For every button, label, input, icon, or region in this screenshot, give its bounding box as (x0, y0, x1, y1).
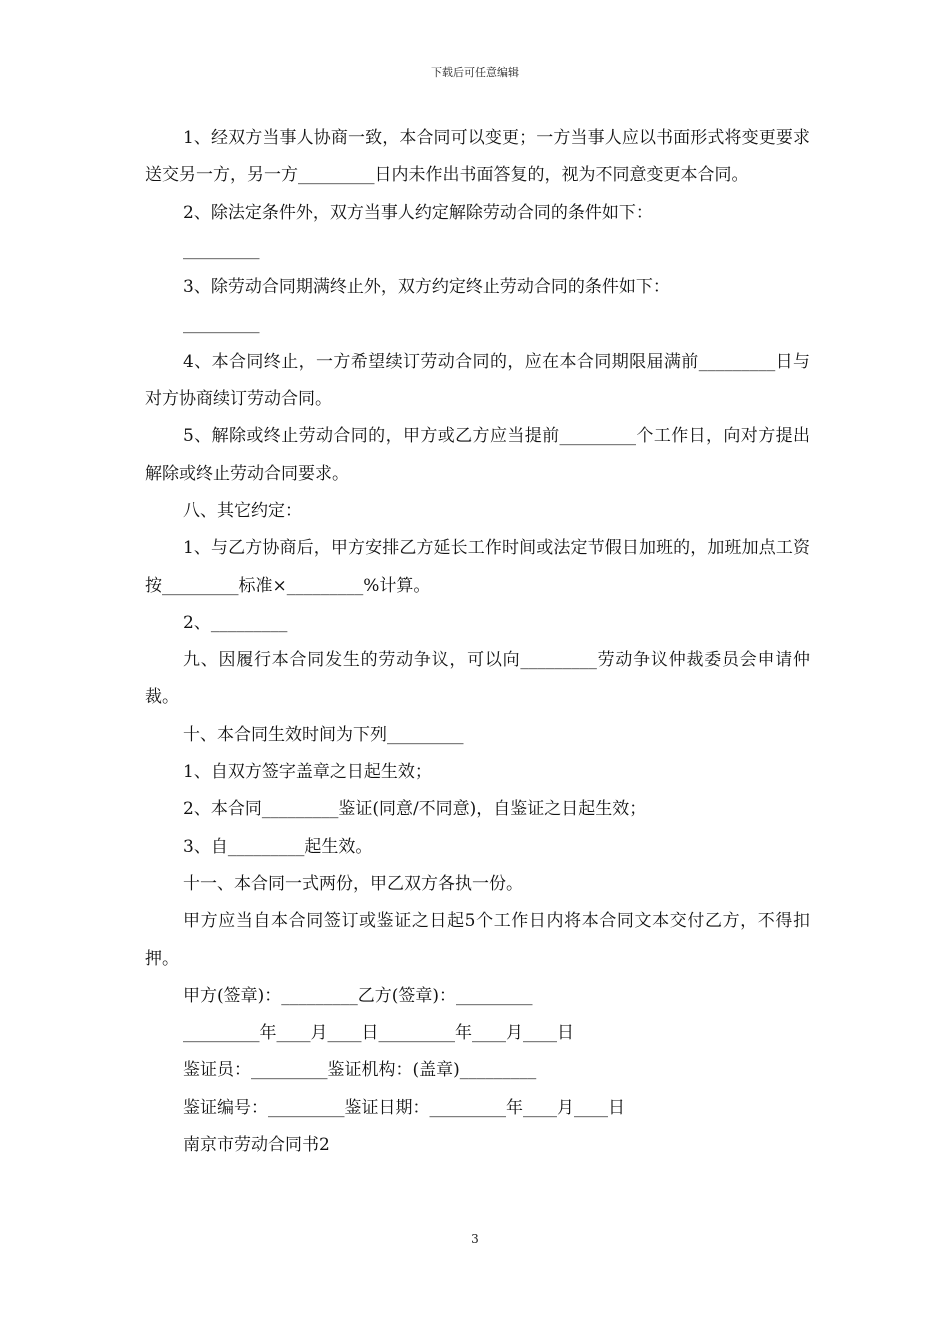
paragraph: 5、解除或终止劳动合同的，甲方或乙方应当提前_________个工作日，向对方提出解除或终止劳动合同要求。 (145, 426, 810, 484)
paragraph: 1、与乙方协商后，甲方安排乙方延长工作时间或法定节假日加班的，加班加点工资按_________标准×_________%计算。 (145, 538, 810, 596)
paragraph: 甲方应当自本合同签订或鉴证之日起5个工作日内将本合同文本交付乙方，不得扣押。 (145, 911, 810, 969)
paragraph: 十、本合同生效时间为下列_________ (183, 724, 464, 745)
paragraph: 1、经双方当事人协商一致，本合同可以变更；一方当事人应以书面形式将变更要求送交另一方，另一方_________日内未作出书面答复的，视为不同意变更本合同。 (145, 128, 810, 186)
paragraph: _________ (183, 239, 260, 260)
page-number: 3 (471, 1232, 479, 1246)
paragraph: 3、除劳动合同期满终止外，双方约定终止劳动合同的条件如下： (183, 277, 670, 298)
date-line: _________年____月____日_________年____月____日 (183, 1023, 574, 1044)
document-title: 南京市劳动合同书2 (183, 1135, 330, 1156)
section-heading: 八、其它约定： (183, 500, 302, 521)
signature-line: 甲方(签章)：_________乙方(签章)：_________ (183, 985, 533, 1006)
paragraph: 4、本合同终止，一方希望续订劳动合同的，应在本合同期限届满前_________日与对方协商续订劳动合同。 (145, 351, 810, 410)
paragraph: 1、自双方签字盖章之日起生效； (183, 762, 432, 783)
date-line: 鉴证编号：_________鉴证日期：_________年____月____日 (183, 1097, 625, 1118)
paragraph: 九、因履行本合同发生的劳动争议，可以向_________劳动争议仲裁委员会申请仲裁。 (145, 650, 810, 708)
signature-line: 鉴证员：_________鉴证机构：(盖章)_________ (183, 1060, 537, 1081)
document-body (145, 120, 810, 1164)
paragraph: 十一、本合同一式两份，甲乙双方各执一份。 (183, 873, 523, 894)
paragraph: 2、除法定条件外，双方当事人约定解除劳动合同的条件如下： (183, 202, 653, 223)
page-header: 下载后可任意编辑 (431, 66, 519, 79)
paragraph: _________ (183, 314, 260, 335)
paragraph: 2、本合同_________鉴证(同意/不同意)，自鉴证之日起生效； (183, 799, 647, 820)
paragraph: 3、自_________起生效。 (183, 836, 373, 857)
paragraph: 2、_________ (183, 612, 288, 633)
